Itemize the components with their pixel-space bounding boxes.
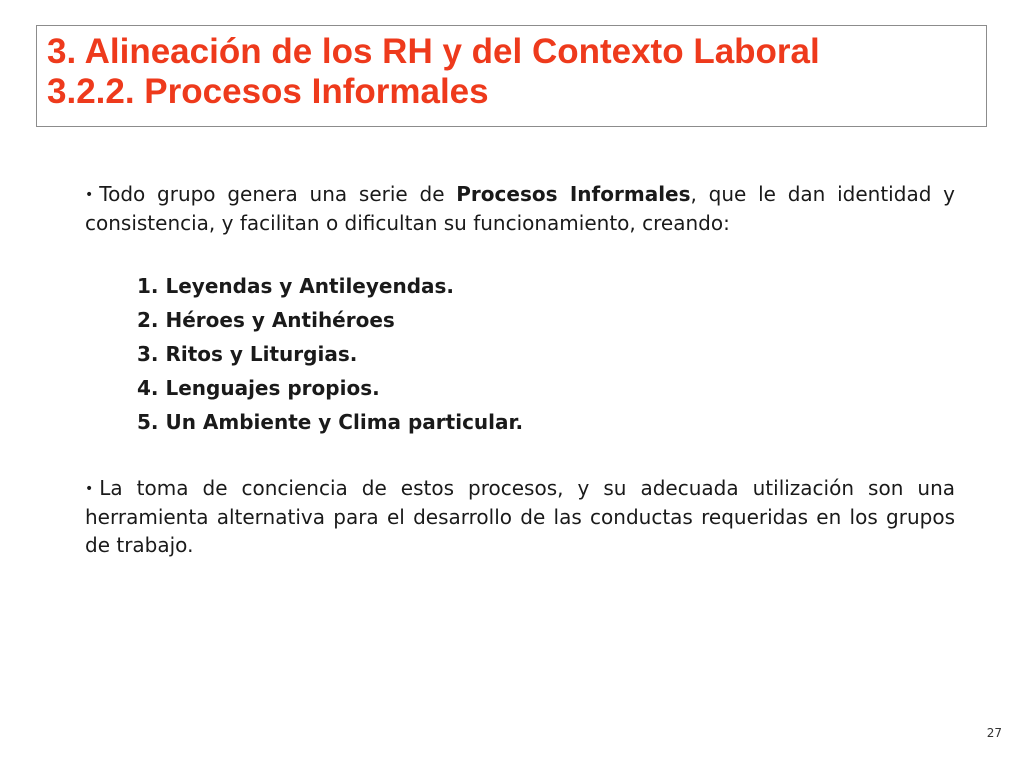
list-item: 4. Lenguajes propios.: [137, 376, 380, 400]
bullet-paragraph-1: [85, 180, 955, 237]
slide-title-box: [36, 25, 987, 127]
slide-subtitle: 3.2.2. Procesos Informales: [47, 72, 489, 111]
page-number: 27: [986, 726, 1002, 740]
list-item: 5. Un Ambiente y Clima particular.: [137, 410, 524, 434]
bullet-icon: •: [85, 187, 94, 203]
numbered-list: [137, 269, 523, 439]
bullet-1-bold-term: Procesos Informales: [456, 182, 691, 206]
list-item: 3. Ritos y Liturgias.: [137, 342, 358, 366]
bullet-icon: •: [85, 481, 94, 497]
slide-title: 3. Alineación de los RH y del Contexto Laboral: [47, 32, 820, 71]
bullet-1-text-start: Todo grupo genera una serie de: [99, 182, 457, 206]
bullet-1-text-end: , que le dan identidad y consistencia, y facilitan o dificultan su funcionamiento, creando:: [85, 182, 955, 235]
bullet-2-text: La toma de conciencia de estos procesos, y su adecuada utilización son una herramienta alternativa para el desarrollo de las conductas requeridas en los grupos de trabajo.: [85, 476, 955, 557]
list-item: 1. Leyendas y Antileyendas.: [137, 274, 455, 298]
list-item: 2. Héroes y Antihéroes: [137, 308, 395, 332]
bullet-paragraph-2: [85, 474, 955, 559]
